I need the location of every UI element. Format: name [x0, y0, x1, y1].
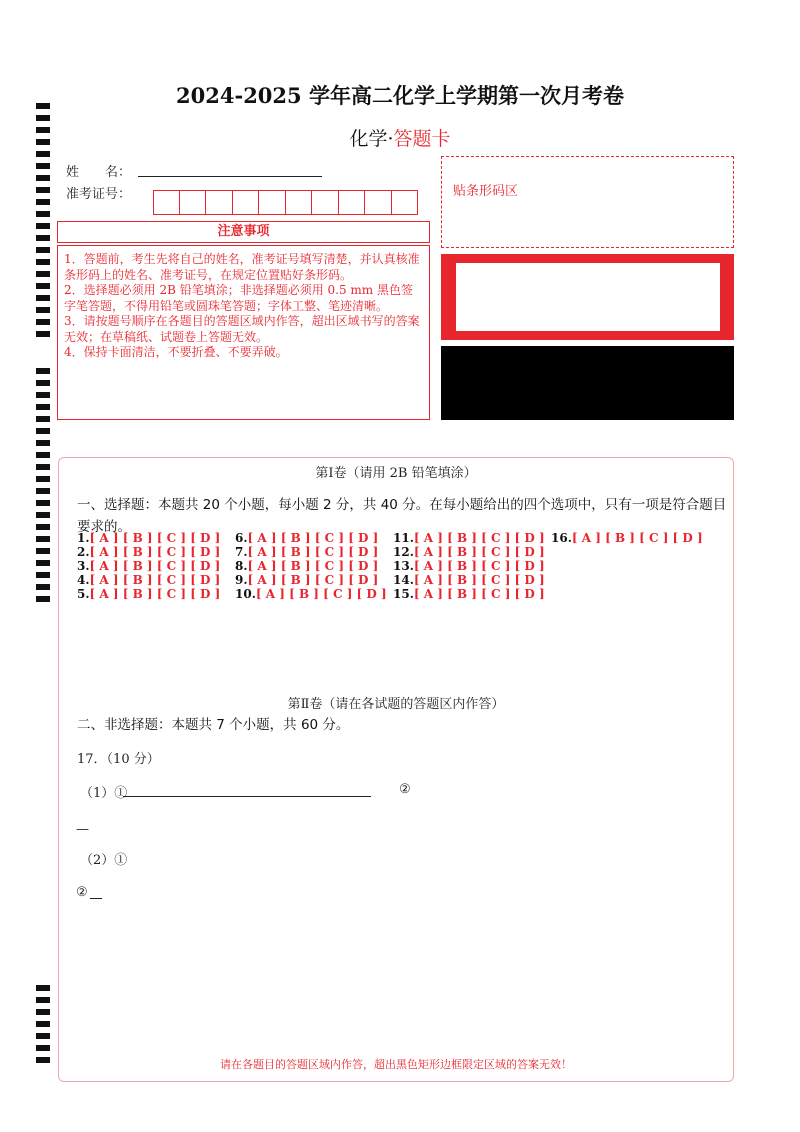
- question-number: 13.: [393, 559, 414, 573]
- id-digit-box[interactable]: [286, 190, 313, 215]
- choice-row[interactable]: [393, 587, 545, 601]
- name-field[interactable]: [138, 176, 322, 177]
- choice-row[interactable]: [235, 587, 387, 601]
- footer-note: 请在各题目的答题区域内作答，超出黑色矩形边框限定区域的答案无效！: [220, 1058, 572, 1071]
- question-number: 16.: [551, 531, 572, 545]
- q17-part1b-label: ②: [399, 782, 411, 797]
- notice-body: [57, 245, 430, 420]
- choice-row[interactable]: [393, 559, 545, 573]
- question-number: 8.: [235, 559, 248, 573]
- subtitle-main: 化学·: [349, 128, 394, 150]
- registration-marks-middle: [36, 368, 50, 608]
- question-number: 10.: [235, 587, 256, 601]
- question-number: 11.: [393, 531, 414, 545]
- choice-row[interactable]: [551, 531, 703, 545]
- section2-heading: 二、非选择题：本题共 7 个小题，共 60 分。: [77, 717, 350, 733]
- choice-options[interactable]: [ A ] [ B ] [ C ] [ D ]: [89, 587, 221, 601]
- question-number: 4.: [77, 573, 90, 587]
- q17-part1-answer-line[interactable]: [123, 796, 371, 797]
- name-label: 姓 名：: [66, 165, 132, 180]
- id-digit-box[interactable]: [180, 190, 207, 215]
- choice-options[interactable]: [ A ] [ B ] [ C ] [ D ]: [413, 559, 545, 573]
- choice-options[interactable]: [ A ] [ B ] [ C ] [ D ]: [413, 531, 545, 545]
- choice-row[interactable]: [235, 559, 378, 573]
- choice-row[interactable]: [77, 531, 220, 545]
- id-digit-box[interactable]: [312, 190, 339, 215]
- barcode-label: 贴条形码区: [453, 184, 519, 199]
- id-digit-box[interactable]: [233, 190, 260, 215]
- notice-item: 1．答题前，考生先将自己的姓名，准考证号填写清楚，并认真核准条形码上的姓名、准考证号，在规定位置贴好条形码。: [64, 252, 420, 282]
- choice-row[interactable]: [77, 559, 220, 573]
- question-number: 5.: [77, 587, 90, 601]
- choice-options[interactable]: [ A ] [ B ] [ C ] [ D ]: [255, 587, 387, 601]
- choice-row[interactable]: [235, 545, 378, 559]
- barcode-area: [441, 156, 734, 248]
- red-frame-inner: [456, 263, 720, 331]
- question-number: 6.: [235, 531, 248, 545]
- id-digit-box[interactable]: [153, 190, 180, 215]
- question-number: 2.: [77, 545, 90, 559]
- choice-row[interactable]: [77, 573, 220, 587]
- id-digit-box[interactable]: [206, 190, 233, 215]
- choice-options[interactable]: [ A ] [ B ] [ C ] [ D ]: [247, 545, 379, 559]
- id-number-boxes[interactable]: [153, 190, 418, 215]
- question-number: 14.: [393, 573, 414, 587]
- choice-row[interactable]: [235, 531, 378, 545]
- notice-item: 4．保持卡面清洁，不要折叠、不要弄破。: [64, 345, 288, 359]
- choice-options[interactable]: [ A ] [ B ] [ C ] [ D ]: [89, 559, 221, 573]
- id-label: 准考证号：: [66, 187, 132, 202]
- question-number: 15.: [393, 587, 414, 601]
- q17-part2b-label: ②: [76, 885, 88, 900]
- registration-marks-bottom: [36, 985, 50, 1069]
- page-title: 2024-2025 学年高二化学上学期第一次月考卷: [176, 83, 624, 108]
- id-digit-box[interactable]: [339, 190, 366, 215]
- question-number: 7.: [235, 545, 248, 559]
- choice-options[interactable]: [ A ] [ B ] [ C ] [ D ]: [89, 531, 221, 545]
- section1-heading: 一、选择题：本题共 20 个小题，每小题 2 分，共 40 分。在每小题给出的四个选项中，只有一项是符合题目要求的。: [77, 497, 727, 535]
- choice-options[interactable]: [ A ] [ B ] [ C ] [ D ]: [247, 573, 379, 587]
- choice-options[interactable]: [ A ] [ B ] [ C ] [ D ]: [413, 545, 545, 559]
- id-digit-box[interactable]: [365, 190, 392, 215]
- q17-dash: —: [76, 822, 89, 837]
- section2-title: 第Ⅱ卷（请在各试题的答题区内作答）: [287, 697, 505, 712]
- choice-row[interactable]: [77, 587, 220, 601]
- choice-options[interactable]: [ A ] [ B ] [ C ] [ D ]: [247, 531, 379, 545]
- choice-row[interactable]: [77, 545, 220, 559]
- q17-part1-label: （1）①: [80, 786, 128, 801]
- question-number: 3.: [77, 559, 90, 573]
- subtitle-red: 答题卡: [393, 128, 451, 150]
- notice-heading: 注意事项: [57, 221, 430, 243]
- choice-row[interactable]: [393, 545, 545, 559]
- section1-title: 第Ⅰ卷（请用 2B 铅笔填涂）: [315, 466, 477, 481]
- q17-part2-label: （2）①: [80, 853, 128, 868]
- page-subtitle: [0, 124, 800, 151]
- notice-item: 2．选择题必须用 2B 铅笔填涂；非选择题必须用 0.5 mm 黑色签字笔答题，不得用铅笔或圆珠笔答题；字体工整、笔迹清晰。: [64, 283, 414, 313]
- choice-row[interactable]: [235, 573, 378, 587]
- question-17-title: 17．（10 分）: [77, 752, 160, 767]
- id-digit-box[interactable]: [392, 190, 419, 215]
- black-block: [441, 346, 734, 420]
- choice-options[interactable]: [ A ] [ B ] [ C ] [ D ]: [89, 545, 221, 559]
- notice-item: 3．请按题号顺序在各题目的答题区域内作答，超出区域书写的答案无效；在草稿纸、试题卷上答题无效。: [64, 314, 420, 344]
- choice-options[interactable]: [ A ] [ B ] [ C ] [ D ]: [89, 573, 221, 587]
- choice-options[interactable]: [ A ] [ B ] [ C ] [ D ]: [413, 587, 545, 601]
- choice-row[interactable]: [393, 573, 545, 587]
- q17-part2b-answer-line[interactable]: [90, 898, 102, 899]
- choice-options[interactable]: [ A ] [ B ] [ C ] [ D ]: [571, 531, 703, 545]
- question-number: 12.: [393, 545, 414, 559]
- choice-row[interactable]: [393, 531, 545, 545]
- question-number: 1.: [77, 531, 90, 545]
- question-number: 9.: [235, 573, 248, 587]
- choice-options[interactable]: [ A ] [ B ] [ C ] [ D ]: [413, 573, 545, 587]
- choice-options[interactable]: [ A ] [ B ] [ C ] [ D ]: [247, 559, 379, 573]
- id-digit-box[interactable]: [259, 190, 286, 215]
